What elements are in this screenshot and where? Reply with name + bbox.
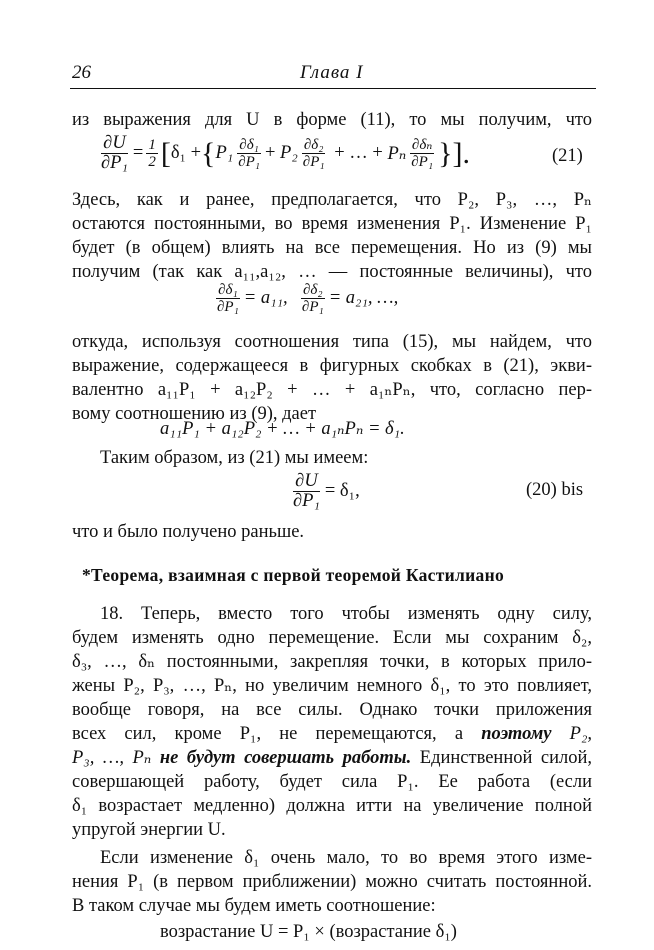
para1-line-4: получим (так как a₁₁,a₁₂, … — постоянные величины), что (72, 262, 592, 282)
para3-line-7: P₃, …, Pₙ не будут совершать работы. Единственной силой, (72, 748, 593, 768)
page-number: 26 (72, 62, 91, 83)
partial-b: $\frac{\text{∂δ₂}}{\text{∂P₁}}$ (301, 282, 324, 315)
partial-a: $\frac{\text{∂δ₁}}{\text{∂P₁}}$ (217, 282, 239, 315)
section-title: *Теорема, взаимная с первой теоремой Кастилиано (82, 565, 504, 585)
para1-line-1: Здесь, как и ранее, предполагается, что P₂, P₃, …, Pₙ (72, 190, 592, 210)
para4-line-1: Если изменение δ₁ очень мало, то во время этого изме- (100, 848, 592, 868)
para3-line-4: жены P₂, P₃, …, Pₙ, но увеличим немного δ₁, то это повлияет, (72, 676, 592, 696)
partial-b-rhs: = a₂₁, …, (328, 288, 399, 308)
eq21-delta1: δ₁ (170, 143, 186, 163)
para3-line-1: 18. Теперь, вместо того чтобы изменять одну силу, (100, 604, 592, 624)
eq21-half: $\frac{1}{2}$ (148, 137, 156, 170)
eq21-plus: + (190, 143, 202, 163)
earlier-line: что и было получено раньше. (72, 522, 305, 542)
eq21-fracn: $\frac{\text{∂δₙ}}{\text{∂P₁}}$ (411, 137, 434, 170)
para4-line-2: нения P₁ (в первом приближении) можно считать постоянной. (72, 872, 592, 892)
para1-line-2: остаются постоянными, во время изменения P₁. Изменение P₁ (72, 214, 592, 234)
chapter-title: Глава I (300, 62, 364, 83)
para4-line-3: В таком случае мы будем иметь соотношение: (72, 896, 436, 916)
para3-line-3: δ₃, …, δₙ постоянными, закрепляя точки, в которых прило- (72, 652, 592, 672)
para3-line-5: вообще говоря, на все силы. Однако точки приложения (72, 700, 592, 720)
partial-a-rhs: = a₁₁, (243, 288, 288, 308)
equation-increase: возрастание U = P₁ × (возрастание δ₁) (160, 922, 457, 942)
para2-line-1: откуда, используя соотношения типа (15), мы найдем, что (72, 332, 592, 352)
para2-line-2: выражение, содержащееся в фигурных скобках в (21), экви- (72, 356, 592, 376)
header-rule (70, 88, 596, 89)
eq21-dots: + … + (334, 143, 383, 163)
para3-line-8: совершающей работу, будет сила P₁. Ее работа (если (72, 772, 592, 792)
eq21-pn: Pₙ (387, 143, 407, 164)
equation-sum: a₁₁P₁ + a₁₂P₂ + … + a₁ₙPₙ = δ₁. (160, 419, 405, 439)
eq20-number: (20) bis (526, 480, 584, 500)
eq21-open-brace: { (201, 136, 216, 170)
para2-line-4: вому соотношению из (9), дает (72, 404, 317, 424)
para2-line-3: валентно a₁₁P₁ + a₁₂P₂ + … + a₁ₙPₙ, что, согласно пер- (72, 380, 592, 400)
eq21-open-bracket: [ (160, 136, 171, 170)
equation-partials (212, 282, 398, 315)
eq20-rhs: = δ₁, (324, 481, 360, 501)
equation-20bis (288, 472, 360, 511)
eq21-lhs: $\frac{\partial U}{\text{∂P₁}}$ (101, 133, 128, 173)
eq21-frac1: $\frac{\text{∂δ₁}}{\text{∂P₁}}$ (238, 137, 260, 170)
eq21-p1: P₁ (215, 143, 234, 163)
eq21-close: }]. (438, 136, 470, 170)
eq20-frac: $\frac{\partial U}{\text{∂P₁}}$ (293, 471, 320, 511)
para3-line-2: будем изменять одно перемещение. Если мы сохраним δ₂, (72, 628, 592, 648)
equation-21 (96, 134, 470, 173)
eq21-frac2: $\frac{\text{∂δ₂}}{\text{∂P₁}}$ (302, 137, 325, 170)
eq21-equals: = (132, 143, 144, 163)
eq21-p2: P₂ (280, 143, 298, 163)
para1-line-3: будет (в общем) влиять на все перемещения. Но из (9) мы (72, 238, 592, 258)
text-line-1: из выражения для U в форме (11), то мы получим, что (72, 110, 592, 130)
eq21-plus-2: + (264, 143, 276, 163)
eq21-number: (21) (552, 146, 583, 166)
para3-line-10: упругой энергии U. (72, 820, 226, 840)
thus-line: Таким образом, из (21) мы имеем: (100, 448, 369, 468)
para3-line-9: δ₁ возрастает медленно) должна итти на увеличение полной (72, 796, 592, 816)
para3-line-6: всех сил, кроме P₁, не перемещаются, а поэтому P₂, (72, 724, 593, 744)
